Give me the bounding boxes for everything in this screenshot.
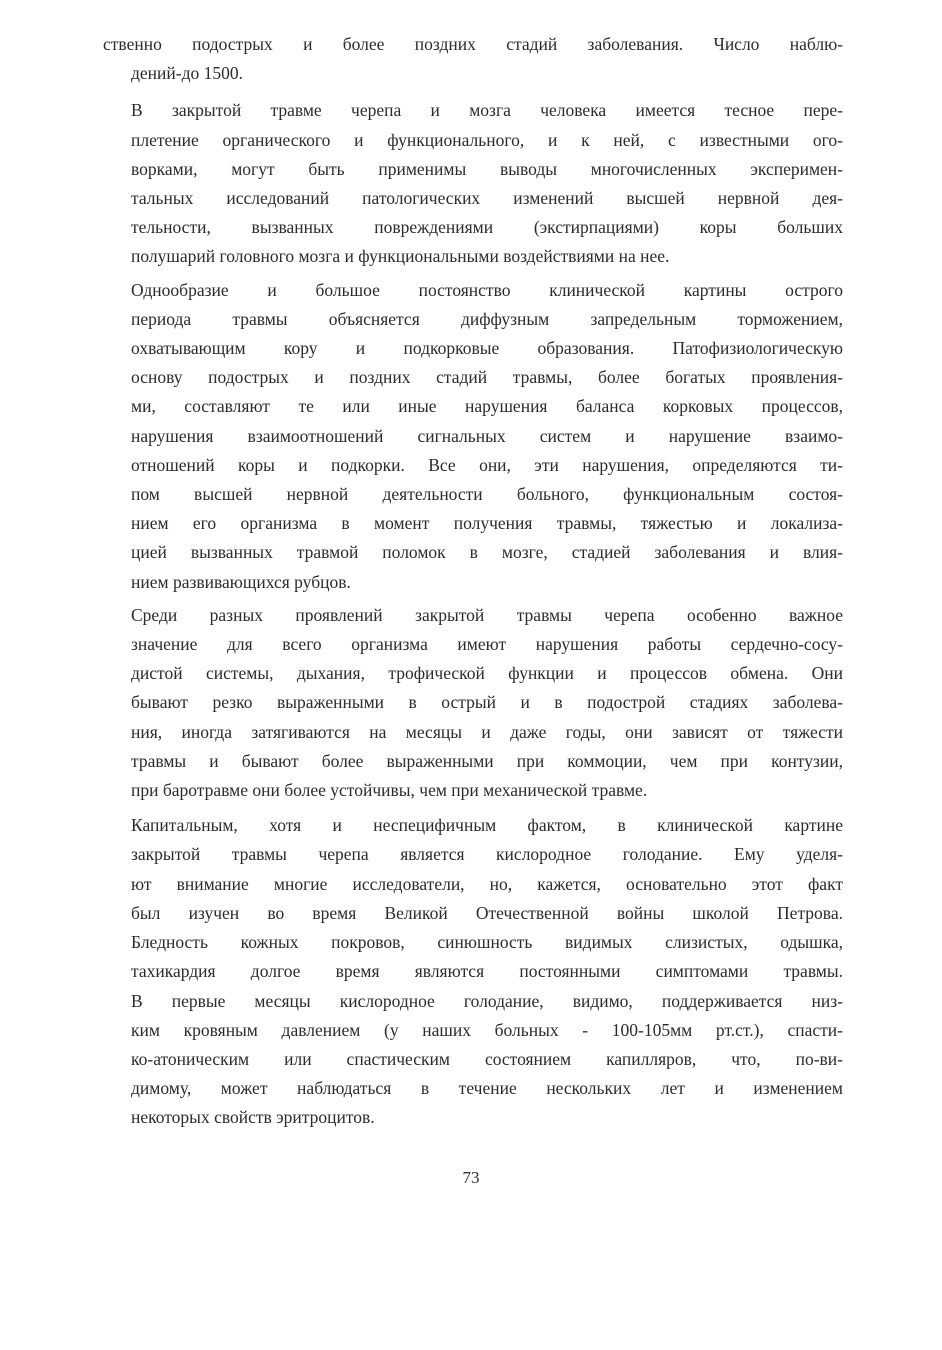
text-line: нарушения взаимоотношений сигнальных систем и нарушение взаимо- [131,425,843,446]
text-line: нием его организма в момент получения травмы, тяжестью и локализа- [131,513,843,534]
text-line: ственно подострых и более поздних стадий заболевания. Число наблю- [103,34,843,54]
document-body [103,30,843,1133]
text-line: ворками, могут быть применимы выводы многочисленных эксперимен- [131,158,843,179]
text-line: дений-до 1500. [131,63,243,84]
text-line: Однообразие и большое постоянство клинической картины острого [131,279,843,300]
paragraph-5 [103,811,843,1132]
text-line: был изучен во время Великой Отечественной войны школой Петрова. [131,902,843,923]
text-line: охватывающим кору и подкорковые образования. Патофизиологическую [131,338,843,359]
text-line: ким кровяным давлением (у наших больных - 100-105мм рт.ст.), спасти- [131,1019,843,1040]
text-line: тахикардия долгое время являются постоянными симптомами травмы. [131,961,843,982]
text-line: бывают резко выраженными в острый и в подострой стадиях заболева- [131,692,843,713]
page-number: 73 [462,1168,480,1187]
text-line: Среди разных проявлений закрытой травмы черепа особенно важное [131,604,843,625]
paragraph-2 [103,96,843,271]
paragraph-4 [103,601,843,805]
text-line: пом высшей нервной деятельности больного, функциональным состоя- [131,484,843,505]
text-line: периода травмы объясняется диффузным запредельным торможением, [131,308,843,329]
text-line: димому, может наблюдаться в течение нескольких лет и изменением [131,1078,843,1099]
text-line: Капитальным, хотя и неспецифичным фактом, в клинической картине [131,815,843,836]
text-line: полушарий головного мозга и функциональными воздействиями на нее. [131,246,670,267]
text-line: травмы и бывают более выраженными при коммоции, чем при контузии, [131,750,843,771]
text-line: ко-атоническим или спастическим состоянием капилляров, что, по-ви- [131,1048,843,1069]
text-line: значение для всего организма имеют нарушения работы сердечно-сосу- [131,634,843,655]
text-line: плетение органического и функционального, и к ней, с известными ого- [131,129,843,150]
text-line: дистой системы, дыхания, трофической функции и процессов обмена. Они [131,663,843,684]
text-line: отношений коры и подкорки. Все они, эти нарушения, определяются ти- [131,454,843,475]
text-line: тельности, вызванных повреждениями (экстирпациями) коры больших [131,217,843,238]
text-line: ния, иногда затягиваются на месяцы и даже годы, они зависят от тяжести [131,721,843,742]
text-line: некоторых свойств эритроцитов. [131,1107,375,1128]
text-line: закрытой травмы черепа является кислородное голодание. Ему уделя- [131,844,843,865]
text-line: тальных исследований патологических изменений высшей нервной дея- [131,188,843,209]
text-line: нием развивающихся рубцов. [131,571,351,592]
text-line: Бледность кожных покровов, синюшность видимых слизистых, одышка, [131,932,843,953]
text-line: при баротравме они более устойчивы, чем при механической травме. [131,780,648,801]
text-line: ми, составляют те или иные нарушения баланса корковых процессов, [131,396,843,417]
text-line: В закрытой травме черепа и мозга человека имеется тесное пере- [131,100,843,121]
paragraph-1 [103,30,843,88]
text-line: цией вызванных травмой поломок в мозге, стадией заболевания и влия- [131,542,843,563]
text-line: ют внимание многие исследователи, но, кажется, основательно этот факт [131,873,843,894]
paragraph-3 [103,276,843,597]
text-line: В первые месяцы кислородное голодание, видимо, поддерживается низ- [131,990,843,1011]
text-line: основу подострых и поздних стадий травмы, более богатых проявления- [131,367,843,388]
